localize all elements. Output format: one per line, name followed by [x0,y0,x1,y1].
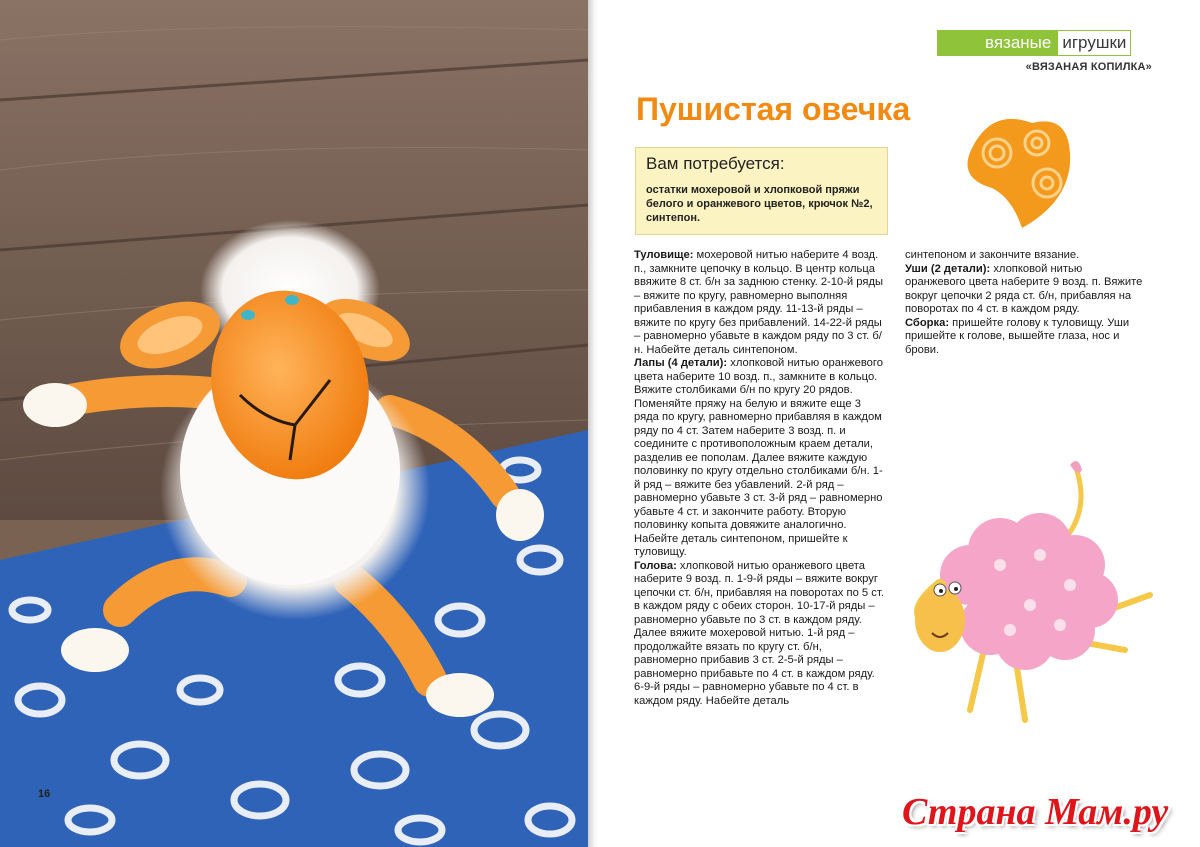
section-tag [937,30,1152,56]
toy-sheep-photo [0,0,588,847]
section-tag-knitted: вязаные [937,30,1057,56]
site-watermark: Страна Мам.ру [902,791,1169,833]
instructions-column-1 [634,249,884,708]
head-instructions [634,560,884,709]
page-gutter [588,0,598,847]
body-text: мохеровой нитью наберите 4 возд. п., замкните цепочку в кольцо. В центр кольца ввяжите 8 ст. б/н за заднюю стенку. 2-10-й ряды – вяжите по кругу, равномерно выполняя прибавления в каждом ряду. 11-13-й ряды – вяжите по кругу без прибавлений. 14-22-й ряды – равномерно убавьте в каждом ряду по 3 ст. б/н. Набейте деталь синтепоном. [634,249,884,356]
head-continued: синтепоном и закончите вязание. [905,249,1080,261]
section-tag-toys: игрушки [1057,30,1131,56]
article-title: Пушистая овечка [636,91,911,127]
head-text: хлопковой нитью оранжевого цвета наберите 9 возд. п. 1-9-й ряды – вяжите вокруг цепочки ст. б/н, прибавляя на поворотах по 5 ст. в каждом ряду с обеих сторон. 10-17-й ряды – равномерно убавьте по 3 ст. в каждом ряду. Далее вяжите мохеровой нитью. 1-й ряд – продолжайте вязать по кругу ст. б/н, равномерно прибавив 3 ст. 2-5-й ряды – равномерно прибавьте по 4 ст. в каждом ряду. 6-9-й ряды – равномерно убавьте по 4 ст. в каждом ряду. Набейте деталь [634,559,884,707]
legs-text: хлопковой нитью оранжевого цвета наберите 10 возд. п., замкните в кольцо. Вяжите столбиками б/н по кругу 20 рядов. Поменяйте пряжу на белую и вяжите еще 3 ряда по кругу, равномерно прибавляя в каждом ряду по 4 ст. Затем наберите 3 возд. п. и соедините с противоположным краем детали, разделив ее пополам. Далее вяжите каждую половинку по кругу отдельно столбиками б/н. 1-й ряд – вяжите без убавлений. 2-й ряд – равномерно убавьте 3 ст. 3-й ряд – равномерно убавьте 4 ст. и закончите работу. Вторую половинку копыта довяжите аналогично. Набейте деталь синтепоном, пришейте к туловищу. [634,357,883,558]
materials-heading: Вам потребуется: [646,154,785,173]
assembly-text: пришейте голову к туловищу. Уши пришейте к голове, вышейте глаза, нос и брови. [905,316,1130,356]
body-label: Туловище: [634,249,694,261]
materials-box [635,147,888,235]
instructions-column-2 [905,249,1145,357]
assembly-label: Сборка: [905,316,950,329]
heart-decoration [952,108,1082,238]
assembly-instructions [905,317,1145,358]
page-number: 16 [38,788,51,800]
legs-instructions [634,357,884,560]
body-instructions [634,249,884,357]
ears-instructions [905,263,1145,317]
head-label: Голова: [634,559,677,572]
materials-text: остатки мохеровой и хлопковой пряжи белого и оранжевого цветов, крючок №2, синтепон. [646,184,873,224]
ears-text: хлопковой нитью оранжевого цвета наберите 9 возд. п. Вяжите вокруг цепочки 2 ряда ст. б/н, прибавляя на поворотах по 4 ст. в каждом ряду. [905,262,1143,315]
subsection-title: «ВЯЗАНАЯ КОПИЛКА» [1025,61,1152,73]
ears-label: Уши (2 детали): [905,262,991,275]
legs-label: Лапы (4 детали): [634,357,728,369]
sheep-illustration [900,455,1160,735]
